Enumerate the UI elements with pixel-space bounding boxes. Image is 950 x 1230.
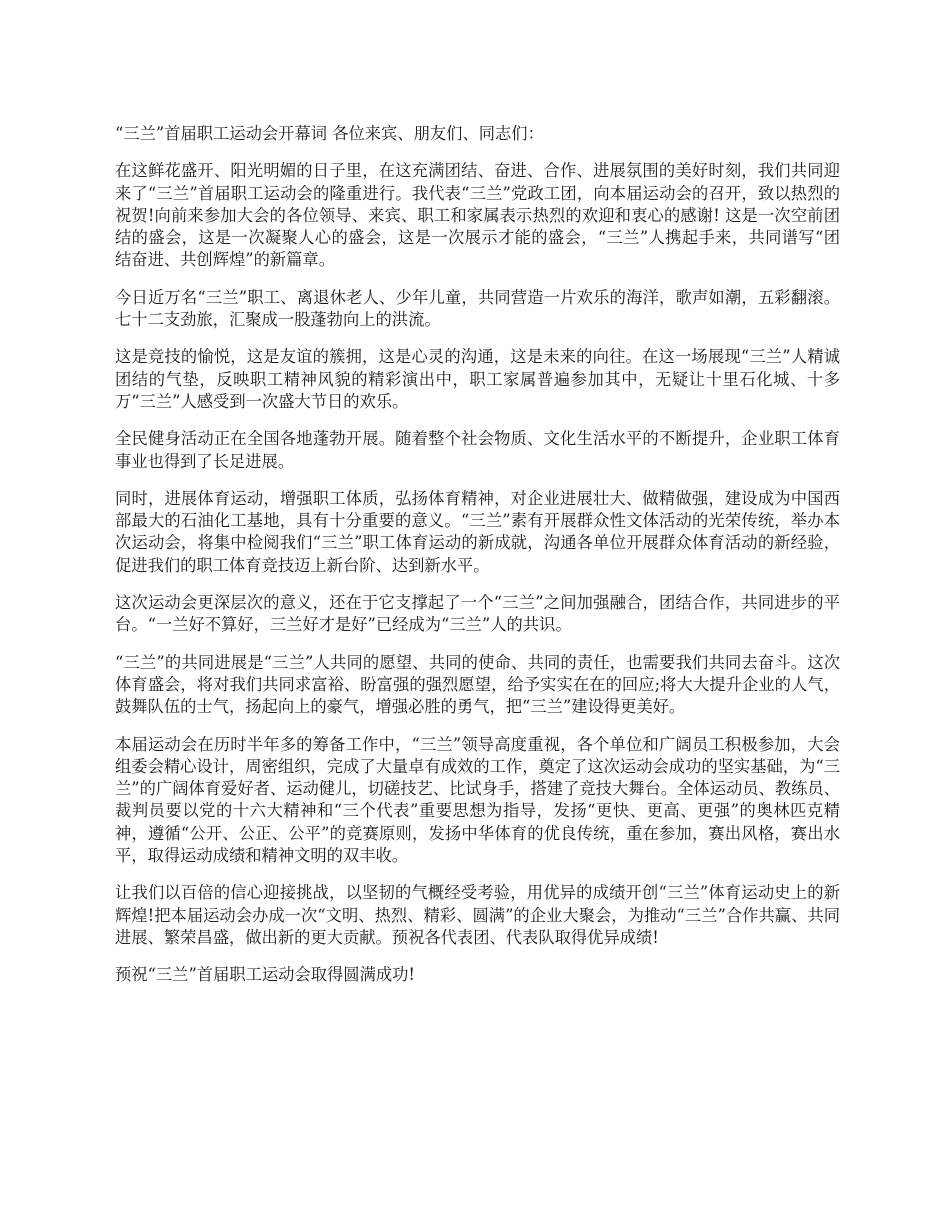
document-title-line: “三兰”首届职工运动会开幕词 各位来宾、朋友们、同志们： bbox=[115, 124, 544, 143]
paragraph-closing-wish: 预祝“三兰”首届职工运动会取得圆满成功! bbox=[115, 965, 415, 985]
paragraph-significance: 同时，进展体育运动，增强职工体质，弘扬体育精神，对企业进展壮大、做精做强，建设成为中国西部最大的石油化工基地，具有十分重要的意义。“三兰”素有开展群众性文体活动的光荣传统，举办本次运动会，将集中检阅我们“三兰”职工体育运动的新成就，沟通各单位开展群众体育活动的新经验，促进我们的职工体育竞技迈上新台阶、达到新水平。 bbox=[115, 488, 840, 575]
paragraph-competition: 这是竞技的愉悦，这是友谊的簇拥，这是心灵的沟通，这是未来的向往。在这一场展现“三兰”人精诚团结的气垫，反映职工精神风貌的精彩演出中，职工家属普遍参加其中，无疑让十里石化城、十多万“三兰”人感受到一次盛大节日的欢乐。 bbox=[115, 347, 840, 411]
paragraph-platform: 这次运动会更深层次的意义，还在于它支撑起了一个“三兰”之间加强融合，团结合作，共同进步的平台。“一兰好不算好，三兰好才是好”已经成为“三兰”人的共识。 bbox=[115, 593, 840, 635]
paragraph-common-goal: “三兰”的共同进展是“三兰”人共同的愿望、共同的使命、共同的责任，也需要我们共同去奋斗。这次体育盛会，将对我们共同求富裕、盼富强的强烈愿望，给予实实在在的回应;将大大提升企业的人气，鼓舞队伍的士气，扬起向上的豪气，增强必胜的勇气，把“三兰”建设得更美好。 bbox=[115, 652, 840, 717]
paragraph-opening: 在这鲜花盛开、阳光明媚的日子里，在这充满团结、奋进、合作、进展氛围的美好时刻，我们共同迎来了“三兰”首届职工运动会的隆重进行。我代表“三兰”党政工团，向本届运动会的召开，致以热烈的祝贺!向前来参加大会的各位领导、来宾、职工和家属表示热烈的欢迎和衷心的感谢! 这是一次空前团结的盛会，这是一次凝聚人心的盛会，这是一次展示才能的盛会，“三兰”人携起手来，共同谱写“团结奋进、共创辉煌”的新篇章。 bbox=[115, 161, 840, 270]
paragraph-preparation: 本届运动会在历时半年多的筹备工作中，“三兰”领导高度重视，各个单位和广阔员工积极参加，大会组委会精心设计，周密组织，完成了大量卓有成效的工作，奠定了这次运动会成功的坚实基础，为“三兰”的广阔体育爱好者、运动健儿，切磋技艺、比试身手，搭建了竞技大舞台。全体运动员、教练员、裁判员要以党的十六大精神和“三个代表”重要思想为指导，发扬“更快、更高、更强”的奥林匹克精神，遵循“公开、公正、公平”的竞赛原则，发扬中华体育的优良传统，重在参加，赛出风格，赛出水平，取得运动成绩和精神文明的双丰收。 bbox=[115, 734, 840, 866]
document-page bbox=[115, 123, 840, 1002]
paragraph-call-to-action: 让我们以百倍的信心迎接挑战，以坚韧的气概经受考验，用优异的成绩开创“三兰”体育运动史上的新辉煌!把本届运动会办成一次“文明、热烈、精彩、圆满”的企业大聚会，为推动“三兰”合作共赢、共同进展、繁荣昌盛，做出新的更大贡献。预祝各代表团、代表队取得优异成绩! bbox=[115, 883, 840, 947]
paragraph-participants: 今日近万名“三兰”职工、离退休老人、少年儿童，共同营造一片欢乐的海洋，歌声如潮，五彩翻滚。七十二支劲旅，汇聚成一股蓬勃向上的洪流。 bbox=[115, 287, 840, 330]
paragraph-fitness: 全民健身活动正在全国各地蓬勃开展。随着整个社会物质、文化生活水平的不断提升，企业职工体育事业也得到了长足进展。 bbox=[115, 429, 840, 471]
